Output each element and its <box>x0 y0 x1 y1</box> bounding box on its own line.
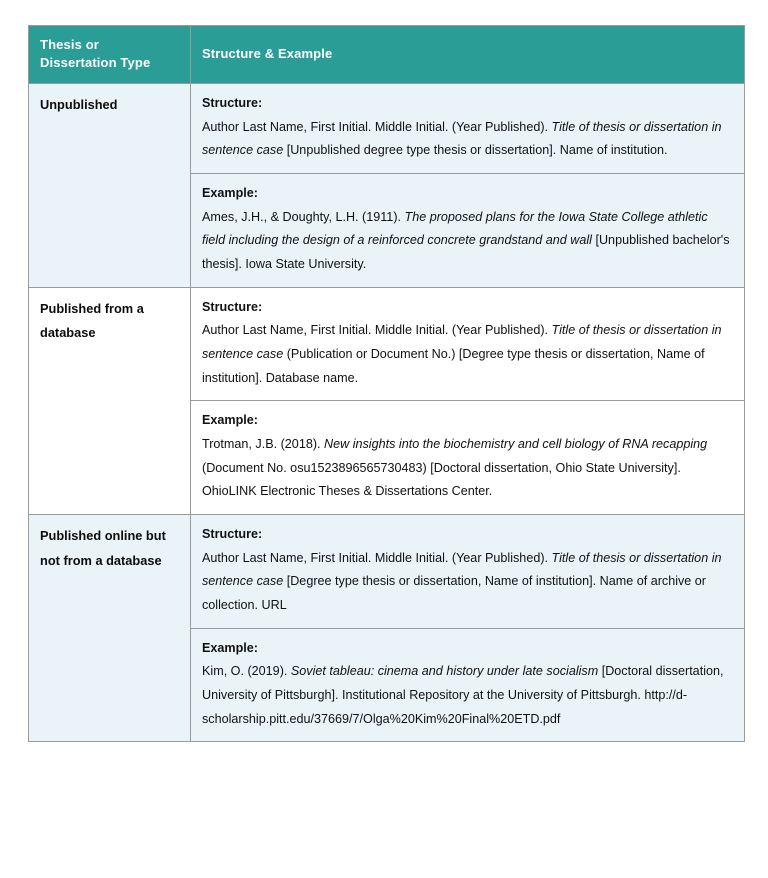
citation-text: Author Last Name, First Initial. Middle Initial. (Year Published). <box>202 119 552 134</box>
table-row <box>29 83 745 173</box>
citation-title-italic: Title of thesis or dissertation in sentence case <box>202 550 722 589</box>
structure-cell <box>191 83 745 173</box>
citation-text: Trotman, J.B. (2018). <box>202 436 325 451</box>
table-header <box>29 26 745 84</box>
example-text <box>202 433 732 504</box>
structure-cell <box>191 514 745 628</box>
citation-title-italic: Soviet tableau: cinema and history under late socialism <box>290 664 599 679</box>
citation-title-italic: The proposed plans for the Iowa State College athletic field including the design of a reinforced concrete grandstand and wall <box>202 209 708 248</box>
structure-text <box>202 116 732 163</box>
citation-text: [Doctoral dissertation, University of Pittsburgh]. Institutional Repository at the University of Pittsburgh. http://d- scholarship.pitt.edu/37669/7/Olga%20Kim%20Final%20ETD.pdf <box>202 664 724 726</box>
citation-text: Ames, J.H., & Doughty, L.H. (1911). <box>202 209 405 224</box>
citation-text: Author Last Name, First Initial. Middle Initial. (Year Published). <box>202 323 552 338</box>
example-label: Example: <box>202 640 258 655</box>
dissertation-type-cell: Published online but not from a database <box>29 514 191 741</box>
column-header-type <box>29 26 191 84</box>
dissertation-type-cell: Unpublished <box>29 83 191 287</box>
example-label: Example: <box>202 185 258 200</box>
citation-text: [Degree type thesis or dissertation, Name of institution]. Name of archive or collection. URL <box>202 574 707 612</box>
dissertation-type-cell: Published from a database <box>29 287 191 514</box>
structure-text <box>202 547 732 618</box>
example-cell <box>191 173 745 287</box>
example-text <box>202 206 732 277</box>
column-header-type-line1: Thesis or <box>40 37 99 52</box>
structure-label: Structure: <box>202 95 263 110</box>
citation-title-italic: Title of thesis or dissertation in sentence case <box>202 323 722 361</box>
citation-text: (Document No. osu1523896565730483) [Doctoral dissertation, Ohio State University]. OhioLINK Electronic Theses & Dissertations Center. <box>202 460 681 499</box>
thesis-dissertation-citation-table <box>28 25 745 742</box>
table-row <box>29 287 745 401</box>
citation-text: Author Last Name, First Initial. Middle Initial. (Year Published). <box>202 550 552 565</box>
structure-label: Structure: <box>202 526 263 541</box>
example-cell <box>191 401 745 515</box>
structure-label: Structure: <box>202 299 263 314</box>
citation-text: [Unpublished bachelor's thesis]. Iowa State University. <box>202 233 730 271</box>
citation-text: Kim, O. (2019). <box>202 664 291 679</box>
citation-text: (Publication or Document No.) [Degree type thesis or dissertation, Name of institution]. Database name. <box>202 346 705 385</box>
structure-cell <box>191 287 745 401</box>
column-header-type-line2: Dissertation Type <box>40 54 151 70</box>
structure-text <box>202 319 732 390</box>
example-text <box>202 660 732 731</box>
table-row <box>29 514 745 628</box>
table-header-row <box>29 26 745 84</box>
column-header-structure-example: Structure & Example <box>191 26 745 84</box>
citation-title-italic: New insights into the biochemistry and cell biology of RNA recapping <box>324 436 708 451</box>
example-cell <box>191 628 745 742</box>
table-body <box>29 83 745 741</box>
citation-title-italic: Title of thesis or dissertation in sentence case <box>202 119 722 158</box>
citation-text: [Unpublished degree type thesis or dissertation]. Name of institution. <box>283 143 668 158</box>
example-label: Example: <box>202 413 258 428</box>
